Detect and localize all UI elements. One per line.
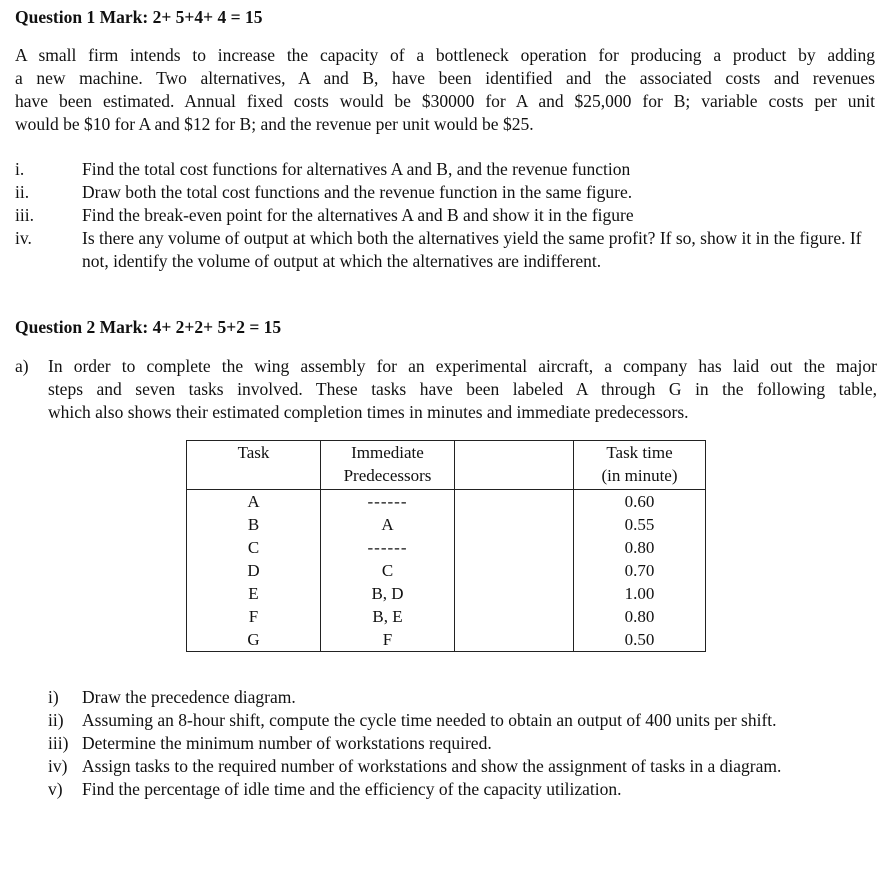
item-text: Draw both the total cost functions and the revenue function in the same figure. (82, 182, 633, 202)
cell-empty (455, 490, 574, 514)
cell-task: G (187, 628, 321, 652)
item-text: Is there any volume of output at which both the alternatives yield the same profit? If so, show it in the figure. If not, identify the volume of output at which the alternatives are indifferent. (82, 228, 862, 271)
header-predecessors: Immediate Predecessors (321, 441, 455, 490)
cell-empty (455, 628, 574, 652)
cell-time: 0.70 (574, 559, 706, 582)
cell-task: E (187, 582, 321, 605)
list-item (48, 778, 877, 801)
q1-paragraph-line: a new machine. Two alternatives, A and B, have been identified and the associated costs and revenues (15, 68, 875, 88)
item-text: Draw the precedence diagram. (82, 687, 296, 707)
list-item (15, 204, 877, 227)
cell-predecessor: F (321, 628, 455, 652)
table-row (187, 513, 706, 536)
table-row (187, 605, 706, 628)
cell-time: 1.00 (574, 582, 706, 605)
item-number: v) (48, 779, 63, 799)
part-label: a) (15, 356, 29, 376)
item-number: ii. (15, 182, 30, 202)
q1-paragraph-line: would be $10 for A and $12 for B; and the revenue per unit would be $25. (15, 114, 534, 134)
cell-time: 0.55 (574, 513, 706, 536)
cell-task: F (187, 605, 321, 628)
cell-task: C (187, 536, 321, 559)
table-row (187, 559, 706, 582)
task-table (186, 440, 706, 652)
cell-predecessor: A (321, 513, 455, 536)
item-number: iii. (15, 205, 34, 225)
item-text: Assign tasks to the required number of workstations and show the assignment of tasks in a diagram. (82, 756, 782, 776)
header-task-time: Task time (in minute) (574, 441, 706, 490)
list-item (48, 686, 877, 709)
list-item (48, 732, 877, 755)
cell-empty (455, 605, 574, 628)
item-text: Determine the minimum number of workstations required. (82, 733, 492, 753)
cell-predecessor: ------ (321, 536, 455, 559)
table-row (187, 582, 706, 605)
part-a-line: In order to complete the wing assembly for an experimental aircraft, a company has laid out the major (48, 356, 877, 376)
item-number: i) (48, 687, 59, 707)
cell-empty (455, 582, 574, 605)
cell-time: 0.50 (574, 628, 706, 652)
cell-task: B (187, 513, 321, 536)
item-number: iv. (15, 228, 32, 248)
item-text: Find the percentage of idle time and the efficiency of the capacity utilization. (82, 779, 622, 799)
question-2-subquestions (48, 686, 877, 801)
item-number: iii) (48, 733, 69, 753)
list-item (15, 181, 877, 204)
question-1-heading: Question 1 Mark: 2+ 5+4+ 4 = 15 (15, 7, 263, 27)
cell-task: D (187, 559, 321, 582)
header-empty (455, 441, 574, 490)
q1-paragraph-line: A small firm intends to increase the capacity of a bottleneck operation for producing a product by adding (15, 45, 875, 65)
cell-predecessor: ------ (321, 490, 455, 514)
item-text: Assuming an 8-hour shift, compute the cycle time needed to obtain an output of 400 units per shift. (82, 710, 777, 730)
table-header-row (187, 441, 706, 490)
list-item (15, 158, 877, 181)
question-1-paragraph (15, 44, 875, 136)
list-item (48, 755, 877, 778)
part-a-line: which also shows their estimated completion times in minutes and immediate predecessors. (48, 402, 689, 422)
item-number: i. (15, 159, 25, 179)
q1-paragraph-line: have been estimated. Annual fixed costs would be $30000 for A and $25,000 for B; variable costs per unit (15, 91, 875, 111)
cell-predecessor: B, D (321, 582, 455, 605)
header-task: Task (187, 441, 321, 490)
cell-empty (455, 559, 574, 582)
item-text: Find the total cost functions for alternatives A and B, and the revenue function (82, 159, 631, 179)
cell-predecessor: B, E (321, 605, 455, 628)
cell-empty (455, 513, 574, 536)
question-2-part-a (15, 355, 877, 424)
table-row (187, 490, 706, 514)
part-a-text (48, 355, 877, 424)
list-item (15, 227, 877, 273)
cell-task: A (187, 490, 321, 514)
item-number: ii) (48, 710, 64, 730)
cell-empty (455, 536, 574, 559)
table-row (187, 628, 706, 652)
list-item (48, 709, 877, 732)
question-2-heading: Question 2 Mark: 4+ 2+2+ 5+2 = 15 (15, 317, 282, 337)
question-1-subquestions (15, 158, 877, 273)
cell-time: 0.60 (574, 490, 706, 514)
cell-predecessor: C (321, 559, 455, 582)
cell-time: 0.80 (574, 536, 706, 559)
cell-time: 0.80 (574, 605, 706, 628)
part-a-line: steps and seven tasks involved. These tasks have been labeled A through G in the following table, (48, 379, 877, 399)
table-row (187, 536, 706, 559)
item-number: iv) (48, 756, 68, 776)
item-text: Find the break-even point for the alternatives A and B and show it in the figure (82, 205, 634, 225)
